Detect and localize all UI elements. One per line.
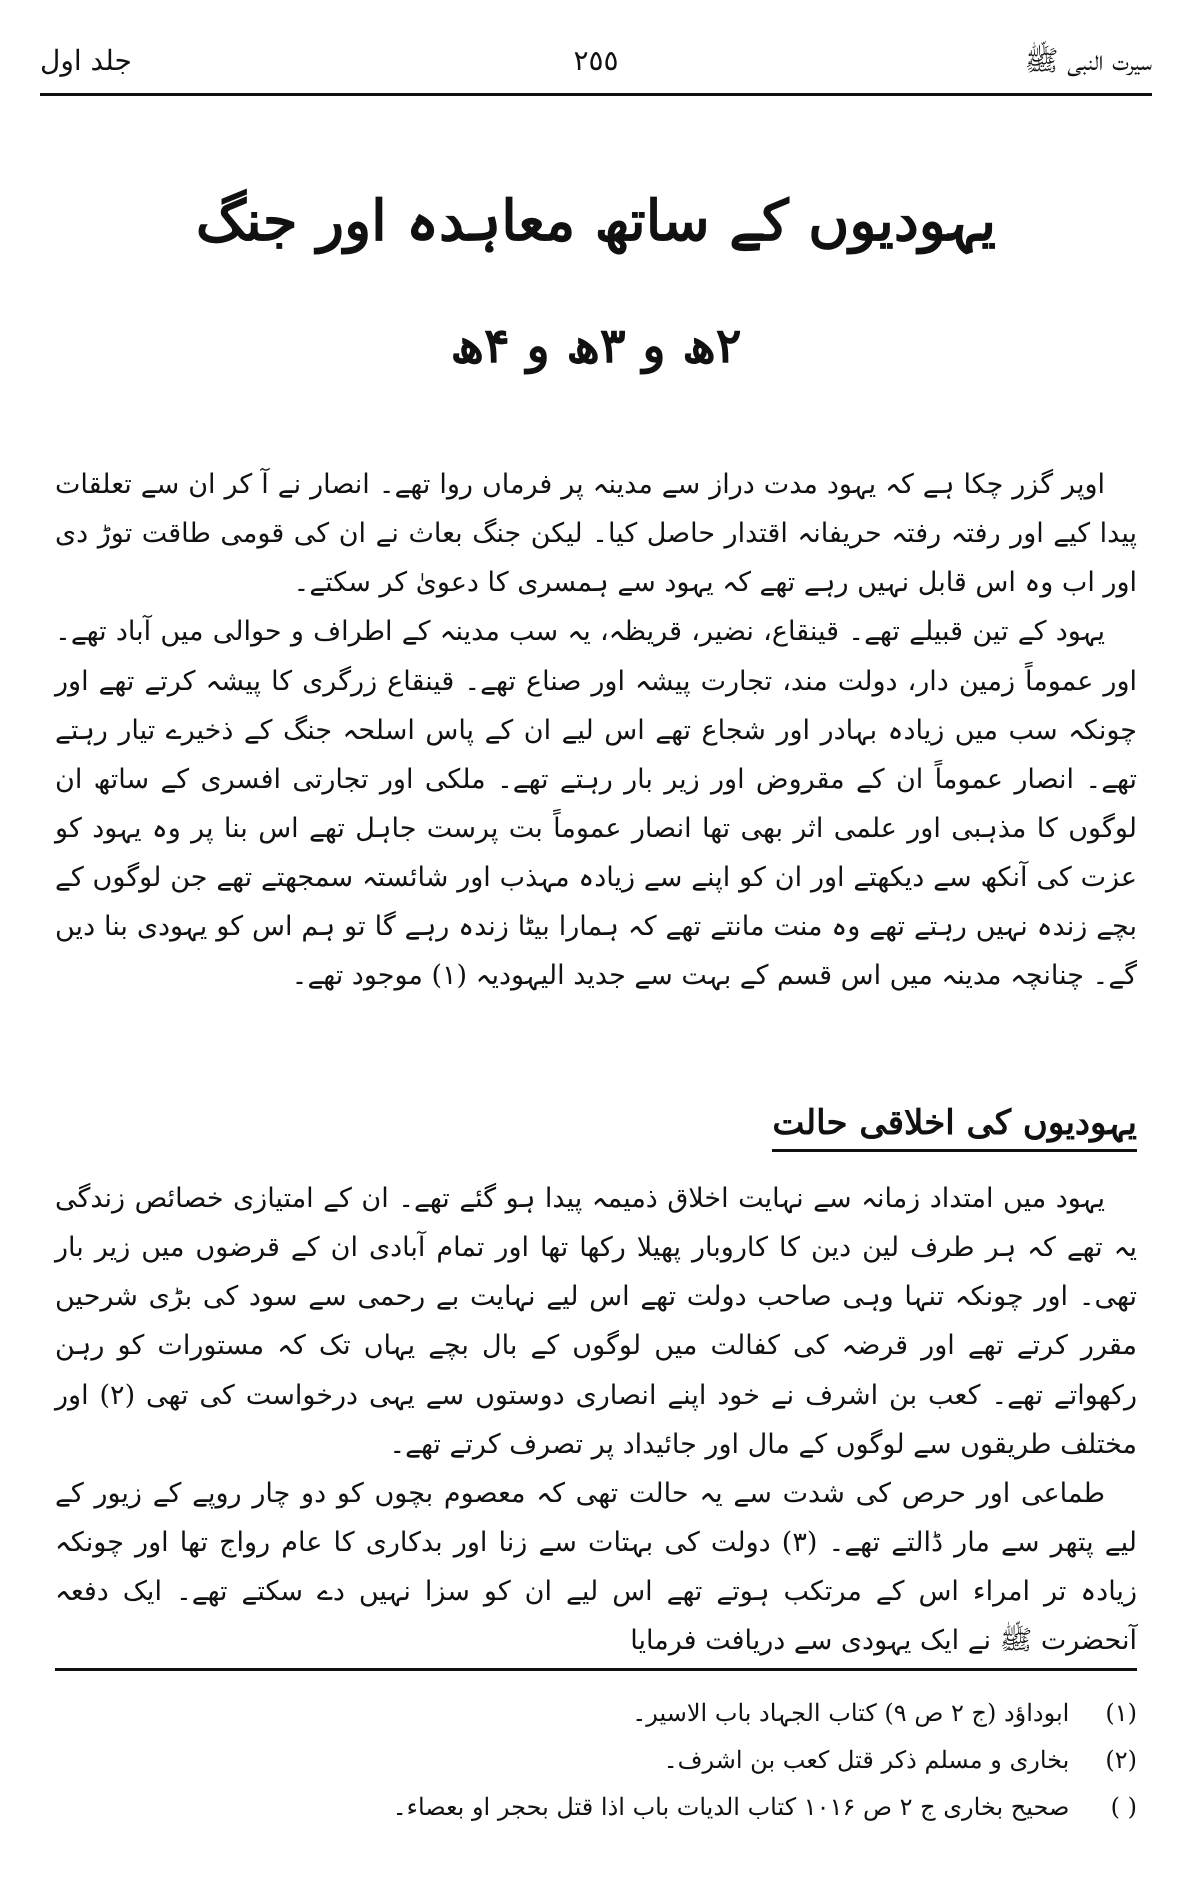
- page-header: [40, 32, 1152, 90]
- volume-label: جلد اول: [40, 44, 132, 77]
- paragraph: اوپر گزر چکا ہے کہ یہود مدت دراز سے مدینہ پر فرماں روا تھے۔ انصار نے آ کر ان سے تعلقات پیدا کیے اور رفتہ رفتہ حریفانہ اقتدار حاصل کیا۔ لیکن جنگ بعاث نے ان کی قومی طاقت توڑ دی اور اب وہ اس قابل نہیں رہے تھے کہ یہود سے ہمسری کا دعویٰ کر سکتے۔: [55, 469, 1137, 599]
- chapter-title: یہودیوں کے ساتھ معاہدہ اور جنگ: [195, 188, 997, 254]
- book-title: سیرت النبی ﷺ: [1024, 44, 1152, 77]
- paragraph: یہود میں امتداد زمانہ سے نہایت اخلاق ذمیمہ پیدا ہو گئے تھے۔ ان کے امتیازی خصائص زندگی یہ تھے کہ ہر طرف لین دین کا کاروبار پھیلا رکھا تھا اور تمام آبادی ان کے قرضوں میں زیر بار تھی۔ اور چونکہ تنہا وہی صاحب دولت تھے اس لیے نہایت بے رحمی سے سود کی بڑی شرحیں مقرر کرتے تھے اور قرضہ کی کفالت میں لوگوں کے بال بچے یہاں تک کہ مستورات کو رہن رکھواتے تھے۔ کعب بن اشرف نے خود اپنے انصاری دوستوں سے یہی درخواست کی تھی (۲) اور مختلف طریقوں سے لوگوں کے مال اور جائیداد پر تصرف کرتے تھے۔: [55, 1183, 1138, 1460]
- chapter-subtitle: ۲ھ و ۳ھ و ۴ھ: [450, 318, 742, 374]
- footnote-marker: (۲): [1105, 1745, 1137, 1774]
- footnote-text: بخاری و مسلم ذکر قتل کعب بن اشرف۔: [663, 1745, 1070, 1774]
- main-text: [55, 460, 1137, 1000]
- footnote-text: صحیح بخاری ج ۲ ص ۱۰۱۶ کتاب الدیات باب اذا قتل بحجر او بعصاء۔: [392, 1792, 1070, 1821]
- page-number: ٢٥٥: [573, 44, 619, 77]
- header-divider: [40, 93, 1152, 96]
- footnote-3: [55, 1784, 1137, 1831]
- paragraph: یہود کے تین قبیلے تھے۔ قینقاع، نضیر، قریظہ، یہ سب مدینہ کے اطراف و حوالی میں آباد تھے۔ اور عموماً زمین دار، دولت مند، تجارت پیشہ اور صناع تھے۔ قینقاع زرگری کا پیشہ کرتے تھے اور چونکہ سب میں زیادہ بہادر اور شجاع تھے اس لیے ان کے پاس اسلحہ جنگ کے ذخیرے تیار رہتے تھے۔ انصار عموماً ان کے مقروض اور زیر بار رہتے تھے۔ ملکی اور تجارتی افسری کے ساتھ ان لوگوں کا مذہبی اور علمی اثر بھی تھا انصار عموماً بت پرست جاہل تھے اس بنا پر وہ یہود کو عزت کی آنکھ سے دیکھتے اور ان کو اپنے سے زیادہ مہذب اور شائستہ سمجھتے تھے جن لوگوں کے بچے زندہ نہیں رہتے تھے وہ منت مانتے تھے کہ ہمارا بیٹا زندہ رہے گا تو ہم اس کو یہودی بنا دیں گے۔ چنانچہ مدینہ میں اس قسم کے بہت سے جدید الیہودیہ (۱) موجود تھے۔: [55, 616, 1137, 992]
- footnotes: [55, 1690, 1137, 1830]
- footnote-text: ابوداؤد (ج ۲ ص ۹) کتاب الجہاد باب الاسیر۔: [632, 1699, 1070, 1727]
- paragraph: طماعی اور حرص کی شدت سے یہ حالت تھی کہ معصوم بچوں کو دو چار روپے کے زیور کے لیے پتھر سے مار ڈالتے تھے۔ (۳) دولت کی بہتات سے زنا اور بدکاری کا عام رواج تھا اور چونکہ زیادہ تر امراء اس کے مرتکب ہوتے تھے اس لیے ان کو سزا نہیں دے سکتے تھے۔ ایک دفعہ آنحضرت ﷺ نے ایک یہودی سے دریافت فرمایا: [55, 1477, 1137, 1657]
- footnote-2: [55, 1737, 1137, 1784]
- section-heading: یہودیوں کی اخلاقی حالت: [772, 1102, 1137, 1152]
- section-text: [55, 1174, 1137, 1665]
- footnote-marker: ( ): [1110, 1792, 1137, 1821]
- footnote-marker: (۱): [1105, 1699, 1137, 1727]
- footnote-1: [55, 1690, 1137, 1737]
- footnote-divider: [55, 1668, 1137, 1671]
